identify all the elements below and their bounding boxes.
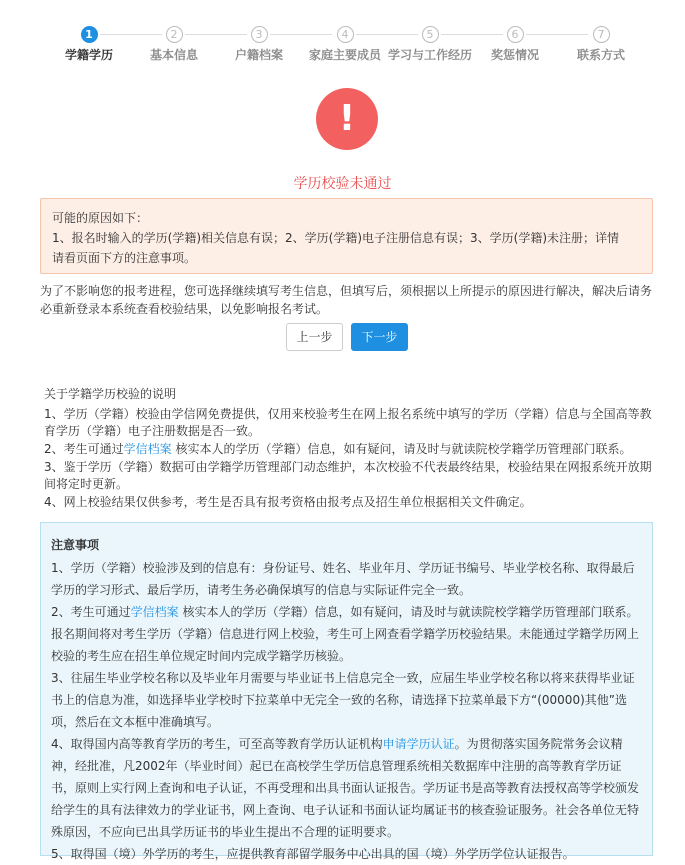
explanation-item: 4、网上校验结果仅供参考，考生是否具有报考资格由报考点及招生单位根据相关文件确定。 — [44, 495, 532, 509]
step-6 — [470, 26, 560, 63]
notes-text: 核实本人的学历（学籍）信息，如有疑问，请及时与就读院校学籍学历管理部门联系。报名期间将对考生学历（学籍）信息进行网上校验，考生可上网查看学籍学历校验结果。未能通过学籍学历网上校验的考生应在招生单位规定时间内完成学籍学历核验。 — [51, 605, 640, 663]
step-number: 5 — [422, 26, 439, 43]
verification-explanation — [44, 386, 654, 512]
step-1 — [44, 26, 134, 63]
step-label: 家庭主要成员 — [308, 48, 381, 62]
notes-title: 注意事项 — [51, 538, 100, 552]
explanation-title: 关于学籍学历校验的说明 — [44, 387, 177, 401]
continue-notice — [40, 282, 660, 318]
notes-text: 2、考生可通过 — [51, 605, 131, 619]
step-2 — [129, 26, 219, 63]
explanation-text: 2、考生可通过 — [44, 442, 124, 456]
notice-line: 必重新登录本系统查看校验结果，以免影响报名考试。 — [40, 302, 329, 316]
step-number: 3 — [251, 26, 268, 43]
reason-box — [40, 198, 653, 274]
step-number: 6 — [507, 26, 524, 43]
progress-stepper — [0, 26, 685, 66]
step-label: 联系方式 — [576, 48, 625, 62]
step-number: 2 — [166, 26, 183, 43]
notes-item: 1、学历（学籍）校验涉及到的信息有：身份证号、姓名、毕业年月、学历证书编号、毕业学校名称、取得最后学历的学习形式、最后学历，请考生务必确保填写的信息与实际证件完全一致。 — [51, 561, 635, 597]
apply-certification-link[interactable]: 申请学历认证 — [382, 737, 455, 751]
notes-item — [51, 733, 642, 843]
next-button[interactable]: 下一步 — [351, 323, 408, 351]
notes-item — [51, 601, 642, 667]
prev-button[interactable]: 上一步 — [286, 323, 343, 351]
step-label: 户籍档案 — [234, 48, 283, 62]
step-7 — [556, 26, 646, 63]
status-title: 学历校验未通过 — [293, 176, 392, 192]
explanation-item: 1、学历（学籍）校验由学信网免费提供，仅用来校验考生在网上报名系统中填写的学历（学籍）信息与全国高等教育学历（学籍）电子注册数据是否一致。 — [44, 407, 652, 438]
notes-item: 3、往届生毕业学校名称以及毕业年月需要与毕业证书上信息完全一致，应届生毕业学校名称以将来获得毕业证书上的信息为准，如选择毕业学校时下拉菜单中无完全一致的名称，请选择下拉菜单最下方“(00000)其他”选项，然后在文本框中准确填写。 — [51, 671, 635, 729]
step-label: 奖惩情况 — [490, 48, 539, 62]
step-label: 基本信息 — [149, 48, 198, 62]
step-label: 学习与工作经历 — [387, 48, 472, 62]
step-3 — [214, 26, 304, 63]
step-number: 4 — [337, 26, 354, 43]
xuexin-archive-link[interactable]: 学信档案 — [130, 605, 179, 619]
error-icon: ! — [316, 88, 378, 150]
reason-line: 1、报名时输入的学历(学籍)相关信息有误；2、学历(学籍)电子注册信息有误；3、学历(学籍)未注册；详情 — [52, 231, 619, 245]
step-4 — [300, 26, 390, 63]
step-number: 1 — [81, 26, 98, 43]
notes-text: 4、取得国内高等教育学历的考生，可至高等教育学历认证机构 — [51, 737, 383, 751]
step-label: 学籍学历 — [64, 48, 113, 62]
xuexin-archive-link[interactable]: 学信档案 — [123, 442, 172, 456]
reason-line: 请看页面下方的注意事项。 — [52, 251, 197, 265]
notice-line: 为了不影响您的报考进程，您可选择继续填写考生信息，但填写后，须根据以上所提示的原因进行解决，解决后请务 — [40, 284, 653, 298]
notes-box — [40, 522, 653, 861]
step-5 — [385, 26, 475, 63]
step-number: 7 — [593, 26, 610, 43]
explanation-item: 3、鉴于学历（学籍）数据可由学籍学历管理部门动态维护，本次校验不代表最终结果，校验结果在网报系统开放期间将定时更新。 — [44, 460, 652, 491]
explanation-text: 核实本人的学历（学籍）信息，如有疑问，请及时与就读院校学籍学历管理部门联系。 — [171, 442, 632, 456]
reason-heading: 可能的原因如下： — [52, 211, 149, 225]
notes-item: 5、取得国（境）外学历的考生，应提供教育部留学服务中心出具的国（境）外学历学位认证报告。 — [51, 847, 575, 861]
notes-text: 。为贯彻落实国务院常务会议精神，经批准，凡2002年（毕业时间）起已在高校学生学历信息管理系统相关数据库中注册的高等教育学历证书，原则上实行网上查询和电子认证，不再受理和出具书面认证报告。学历证书是高等教育法授权高等学校颁发给学生的具有法律效力的学业证书，网上查询、电子认证和书面认证均属证书的核查验证服务。社会各单位无特殊原因，不应向已出具学历证书的毕业生提出不合理的证明要求。 — [51, 737, 640, 839]
explanation-item — [44, 441, 654, 458]
